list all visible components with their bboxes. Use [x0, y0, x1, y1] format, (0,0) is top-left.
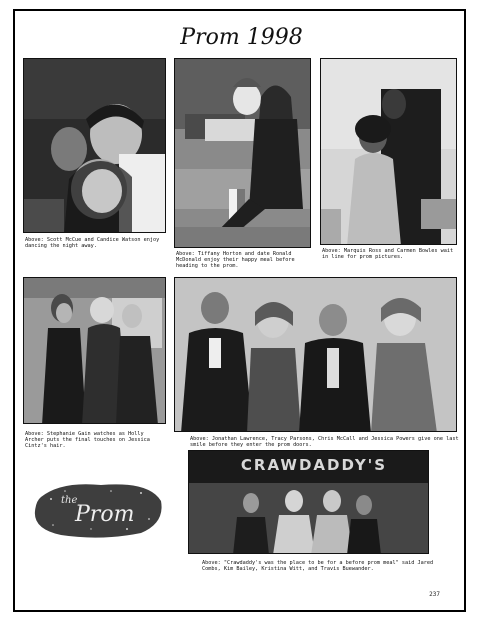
photo-group-four-image: [175, 278, 457, 432]
crawdaddys-sign: CRAWDADDY'S: [240, 456, 388, 474]
photo-couple-waiting-image: [321, 59, 457, 245]
photo-hair-touches-image: [24, 278, 166, 424]
svg-text:the: the: [61, 495, 78, 506]
photo-hair-touches: [23, 277, 166, 424]
caption-photo6: Above: "Crawdaddy's was the place to be for a before prom meal" said Jared Combs, Kim Bailey, Kristina Witt, and Travis Buewander.: [202, 560, 434, 572]
caption-photo2: Above: Tiffany Horton and date Ronald McDonald enjoy their happy meal before heading to the prom.: [176, 251, 295, 269]
photo-ronald-mcdonald-image: [175, 59, 311, 248]
photo-group-four: [174, 277, 457, 432]
yearbook-page: [13, 9, 466, 612]
prom-logo-graphic: [31, 479, 166, 541]
page-title: Prom 1998: [180, 25, 303, 50]
photo-couple-waiting: [320, 58, 457, 245]
photo-dancing-couple: [23, 58, 166, 233]
photo-crawdaddys: [188, 450, 429, 554]
caption-photo5: Above: Jonathan Lawrence, Tracy Parsons, Chris McCall and Jessica Powers give one last smile before they enter the prom doors.: [190, 436, 459, 448]
photo-dancing-couple-image: [24, 59, 166, 233]
caption-photo3: Above: Marquis Ross and Carmen Bowles wait in line for prom pictures.: [322, 248, 454, 260]
svg-text:Prom: Prom: [75, 502, 135, 527]
caption-photo4: Above: Stephanie Gain watches as Holly Archer puts the final touches on Jessica Cintz's hair.: [25, 431, 150, 449]
prom-logo: [31, 479, 166, 541]
caption-photo1: Above: Scott McCue and Candice Watson enjoy dancing the night away.: [25, 237, 160, 249]
page-number: 237: [429, 591, 440, 598]
photo-ronald-mcdonald: [174, 58, 311, 248]
